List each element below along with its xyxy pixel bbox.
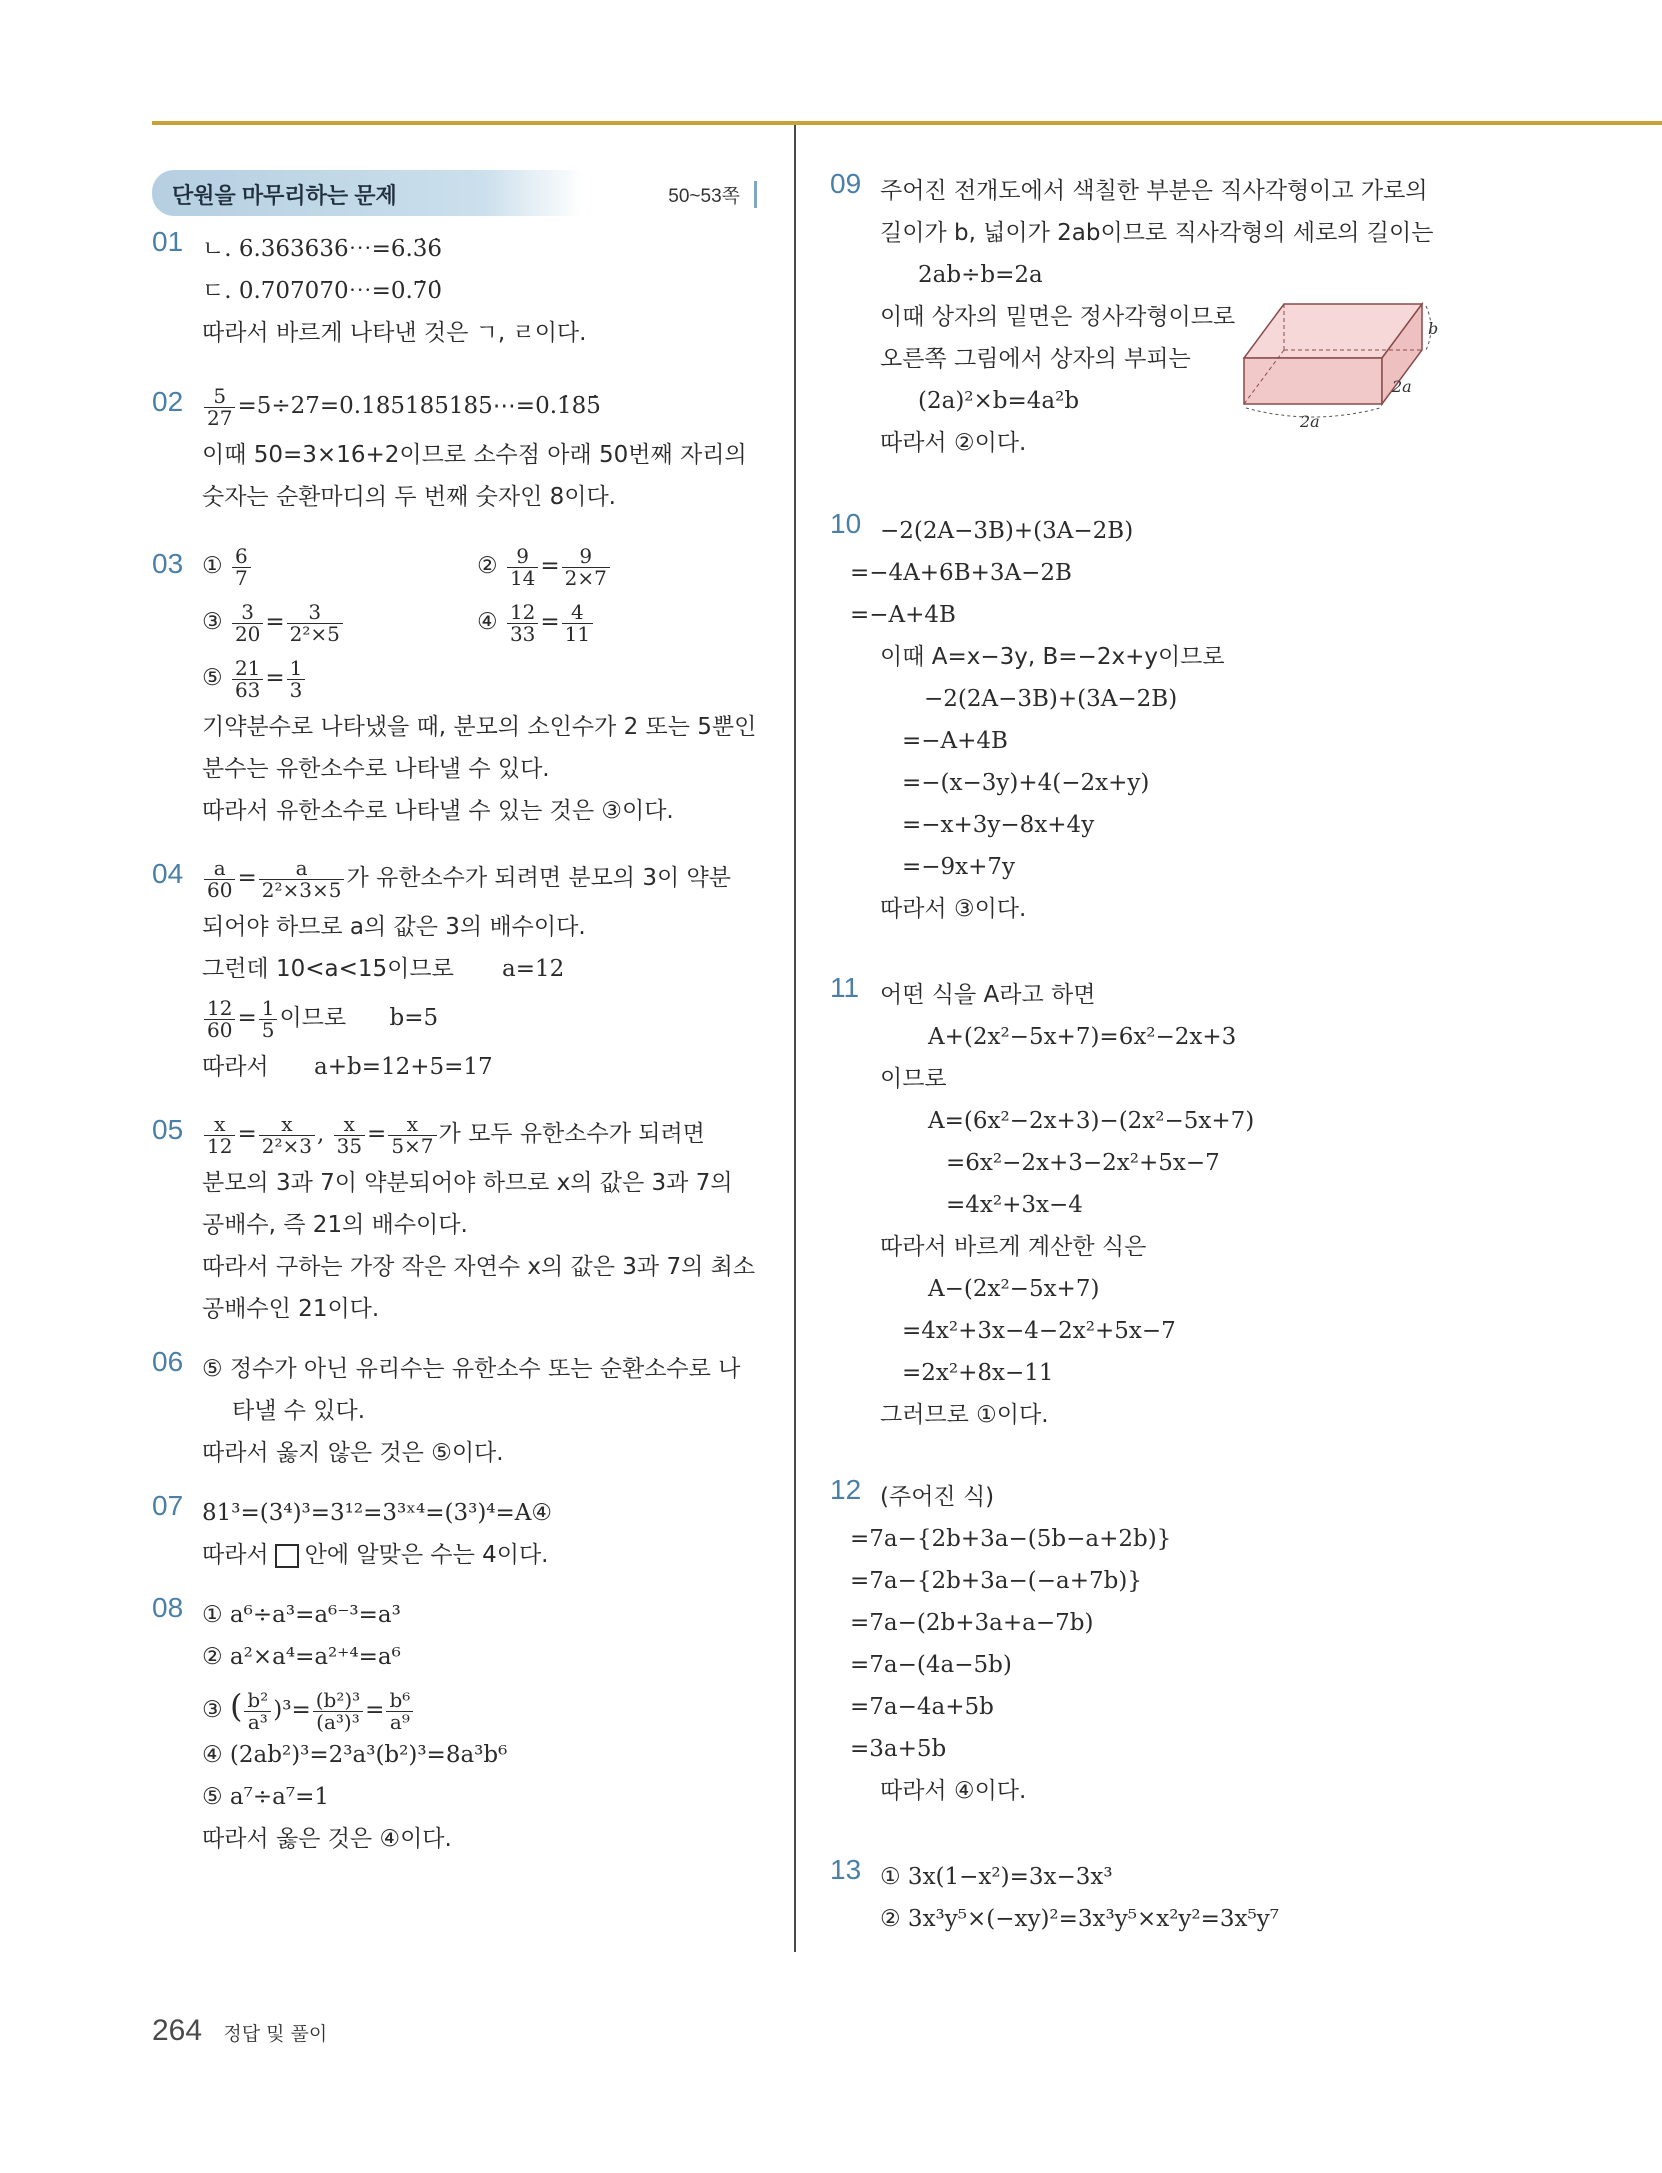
problem-04 bbox=[152, 850, 757, 1088]
problem-01 bbox=[152, 228, 757, 354]
text-line: 공배수인 21이다. bbox=[202, 1296, 380, 1322]
text-line: 따라서 ③이다. bbox=[880, 896, 1027, 922]
choice-3: ③ $\frac{3}{20}$ = $\frac{3}{\text{2²×5}}$ bbox=[202, 594, 477, 650]
label-2a-side: 2a bbox=[1392, 377, 1412, 396]
choice-5: ⑤ $\frac{21}{63}$ = $\frac{1}{3}$ bbox=[202, 650, 307, 706]
text-line: 이때 상자의 밑면은 정사각형이므로 bbox=[880, 304, 1236, 330]
text-line: (2a)²×b=4a²b bbox=[918, 388, 1080, 414]
left-column bbox=[152, 170, 757, 1882]
footer-label: 정답 및 풀이 bbox=[223, 2023, 328, 2045]
problem-number: 05 bbox=[152, 1114, 184, 1145]
text-line: A+(2x²−5x+7)=6x²−2x+3 bbox=[928, 1024, 1237, 1050]
text-line: 따라서 옳은 것은 ④이다. bbox=[202, 1826, 452, 1852]
footer bbox=[152, 2014, 327, 2048]
text-line: =7a−{2b+3a−(−a+7b)} bbox=[850, 1568, 1142, 1594]
text-line: −2(2A−3B)+(3A−2B) bbox=[880, 518, 1134, 544]
text-line: =2x²+8x−11 bbox=[902, 1360, 1054, 1386]
text-line: 이때 50=3×16+2이므로 소수점 아래 50번째 자리의 bbox=[202, 442, 747, 468]
page-number: 264 bbox=[152, 2014, 203, 2047]
text-line: 따라서 안에 알맞은 수는 4이다. bbox=[202, 1542, 549, 1568]
text-line: 따라서 ②이다. bbox=[880, 430, 1027, 456]
text-line: 따라서 구하는 가장 작은 자연수 x의 값은 3과 7의 최소 bbox=[202, 1254, 756, 1280]
text-line: =−4A+6B+3A−2B bbox=[850, 560, 1072, 586]
text-line: 주어진 전개도에서 색칠한 부분은 직사각형이고 가로의 bbox=[880, 178, 1428, 204]
text-line: 분수는 유한소수로 나타낼 수 있다. bbox=[202, 756, 550, 782]
text-line: 따라서 유한소수로 나타낼 수 있는 것은 ③이다. bbox=[202, 798, 674, 824]
text-line: 그러므로 ①이다. bbox=[880, 1402, 1049, 1428]
text-line: 기약분수로 나타냈을 때, 분모의 소인수가 2 또는 5뿐인 bbox=[202, 714, 757, 740]
text-line: =−9x+7y bbox=[902, 854, 1016, 880]
text-line: 어떤 식을 A라고 하면 bbox=[880, 982, 1096, 1008]
text-line: ② 3x³y⁵×(−xy)²=3x³y⁵×x²y²=3x⁵y⁷ bbox=[880, 1906, 1279, 1932]
problem-11 bbox=[830, 974, 1445, 1436]
problem-number: 04 bbox=[152, 858, 184, 889]
choice-2: ② $\frac{9}{14}$ = $\frac{9}{2\times 7}$ bbox=[477, 538, 612, 594]
text-line: 분모의 3과 7이 약분되어야 하므로 x의 값은 3과 7의 bbox=[202, 1170, 733, 1196]
problem-08 bbox=[152, 1594, 757, 1860]
section-title: 단원을 마무리하는 문제 bbox=[172, 183, 397, 208]
choice-row bbox=[202, 538, 757, 594]
text-line: =7a−(4a−5b) bbox=[850, 1652, 1012, 1678]
problem-06 bbox=[152, 1348, 757, 1474]
text-line: −2(2A−3B)+(3A−2B) bbox=[924, 686, 1178, 712]
text-line: 81³=(3⁴)³=3¹²=3³ˣ⁴=(3³)⁴=A④ bbox=[202, 1500, 553, 1526]
text-line: =7a−{2b+3a−(5b−a+2b)} bbox=[850, 1526, 1172, 1552]
text-line: =4x²+3x−4 bbox=[946, 1192, 1083, 1218]
text-line: 길이가 b, 넓이가 2ab이므로 직사각형의 세로의 길이는 bbox=[880, 220, 1434, 246]
text-line: 따라서 a+b=12+5=17 bbox=[202, 1054, 493, 1080]
box-figure bbox=[1242, 300, 1437, 430]
text-line: 따라서 ④이다. bbox=[880, 1778, 1027, 1804]
label-b: b bbox=[1428, 319, 1439, 338]
problem-number: 08 bbox=[152, 1592, 184, 1623]
box-front-face bbox=[1244, 358, 1382, 404]
problem-number: 12 bbox=[830, 1474, 862, 1505]
text-line: =−(x−3y)+4(−2x+y) bbox=[902, 770, 1150, 796]
problem-05 bbox=[152, 1106, 757, 1330]
problem-number: 02 bbox=[152, 386, 184, 417]
text-line: 오른쪽 그림에서 상자의 부피는 bbox=[880, 346, 1191, 372]
text-line: 숫자는 순환마디의 두 번째 숫자인 8이다. bbox=[202, 484, 616, 510]
text-line: $\frac{x}{12}$ = $\frac{x}{\text{2²×3}}$ , $\frac{x}{35}$ = $\frac{x}{5\times 7}$ 가 모두 유한소수가 되려면 bbox=[202, 1106, 757, 1162]
text-line: ㄷ. 0.707070⋯=0.7̇0̇ bbox=[202, 278, 443, 304]
text-line: $\frac{12}{60}$ = $\frac{1}{5}$ 이므로 b=5 bbox=[202, 990, 757, 1046]
problem-02 bbox=[152, 378, 757, 518]
problem-03 bbox=[152, 538, 757, 832]
text-line: 따라서 바르게 나타낸 것은 ㄱ, ㄹ이다. bbox=[202, 320, 587, 346]
text-line: =−A+4B bbox=[850, 602, 956, 628]
section-pages: 50~53쪽 bbox=[668, 181, 757, 208]
problem-number: 07 bbox=[152, 1490, 184, 1521]
text-line: ⑤ a⁷÷a⁷=1 bbox=[202, 1784, 329, 1810]
fraction: $\frac{5}{27}$ bbox=[204, 386, 235, 429]
text-line: ④ (2ab²)³=2³a³(b²)³=8a³b⁶ bbox=[202, 1742, 508, 1768]
problem-10 bbox=[830, 510, 1445, 930]
text-line: ㄴ. 6.363636⋯=6.3̇6̇ bbox=[202, 236, 443, 262]
text-line: =−A+4B bbox=[902, 728, 1008, 754]
text-line: $\frac{a}{60}$ = $\frac{a}{\text{2²×3×5}}$ 가 유한소수가 되려면 분모의 3이 약분 bbox=[202, 850, 757, 906]
text-line: =3a+5b bbox=[850, 1736, 947, 1762]
text-line: =4x²+3x−4−2x²+5x−7 bbox=[902, 1318, 1176, 1344]
text-line: A−(2x²−5x+7) bbox=[928, 1276, 1100, 1302]
choice-row bbox=[202, 650, 757, 706]
text-line: =7a−4a+5b bbox=[850, 1694, 994, 1720]
text-line: 2ab÷b=2a bbox=[918, 262, 1043, 288]
text-line: 따라서 바르게 계산한 식은 bbox=[880, 1234, 1147, 1260]
problem-number: 03 bbox=[152, 548, 184, 579]
problem-number: 09 bbox=[830, 168, 862, 199]
column-divider bbox=[794, 125, 796, 1952]
text-line: ⑤ 정수가 아닌 유리수는 유한소수 또는 순환소수로 나 bbox=[202, 1356, 741, 1382]
problem-13 bbox=[830, 1856, 1445, 1940]
text-line: ③ ( $\frac{\text{b²}}{\text{a³}}$ )³= $\frac{\text{(b²)³}}{\text{(a³)³}}$ = $\frac{\text{b⁶}}{\text{a⁹}}$ bbox=[202, 1678, 757, 1734]
blank-box bbox=[275, 1544, 299, 1568]
text-line: =6x²−2x+3−2x²+5x−7 bbox=[946, 1150, 1220, 1176]
text-line: $\frac{5}{27}$ =5÷27=0.185185185⋯=0.1̇85̇ bbox=[202, 378, 757, 434]
text-line: 이때 A=x−3y, B=−2x+y이므로 bbox=[880, 644, 1225, 670]
problem-number: 11 bbox=[830, 972, 860, 1003]
problem-number: 06 bbox=[152, 1346, 184, 1377]
right-column bbox=[830, 170, 1445, 1962]
text-line: 그런데 10<a<15이므로 a=12 bbox=[202, 956, 565, 982]
text-line: =−x+3y−8x+4y bbox=[902, 812, 1095, 838]
text-line: 공배수, 즉 21의 배수이다. bbox=[202, 1212, 468, 1238]
choice-4: ④ $\frac{12}{33}$ = $\frac{4}{11}$ bbox=[477, 594, 595, 650]
text-line: 이므로 bbox=[880, 1066, 947, 1092]
text-line: =7a−(2b+3a+a−7b) bbox=[850, 1610, 1094, 1636]
problem-number: 10 bbox=[830, 508, 862, 539]
text-line: 따라서 옳지 않은 것은 ⑤이다. bbox=[202, 1440, 504, 1466]
text-line: ① a⁶÷a³=a⁶⁻³=a³ bbox=[202, 1602, 401, 1628]
section-header bbox=[152, 170, 757, 216]
problem-07 bbox=[152, 1492, 757, 1576]
text-line: (주어진 식) bbox=[880, 1484, 995, 1510]
text-line: 타낼 수 있다. bbox=[232, 1398, 366, 1424]
problem-number: 01 bbox=[152, 226, 184, 257]
top-rule bbox=[152, 121, 1662, 125]
text-line: ① 3x(1−x²)=3x−3x³ bbox=[880, 1864, 1113, 1890]
text-line: 되어야 하므로 a의 값은 3의 배수이다. bbox=[202, 914, 586, 940]
text-line: ② a²×a⁴=a²⁺⁴=a⁶ bbox=[202, 1644, 401, 1670]
problem-12 bbox=[830, 1476, 1445, 1812]
choice-row bbox=[202, 594, 757, 650]
text-line: A=(6x²−2x+3)−(2x²−5x+7) bbox=[928, 1108, 1255, 1134]
label-2a-bottom: 2a bbox=[1300, 412, 1320, 431]
problem-number: 13 bbox=[830, 1854, 862, 1885]
choice-1: ① $\frac{6}{7}$ bbox=[202, 538, 477, 594]
